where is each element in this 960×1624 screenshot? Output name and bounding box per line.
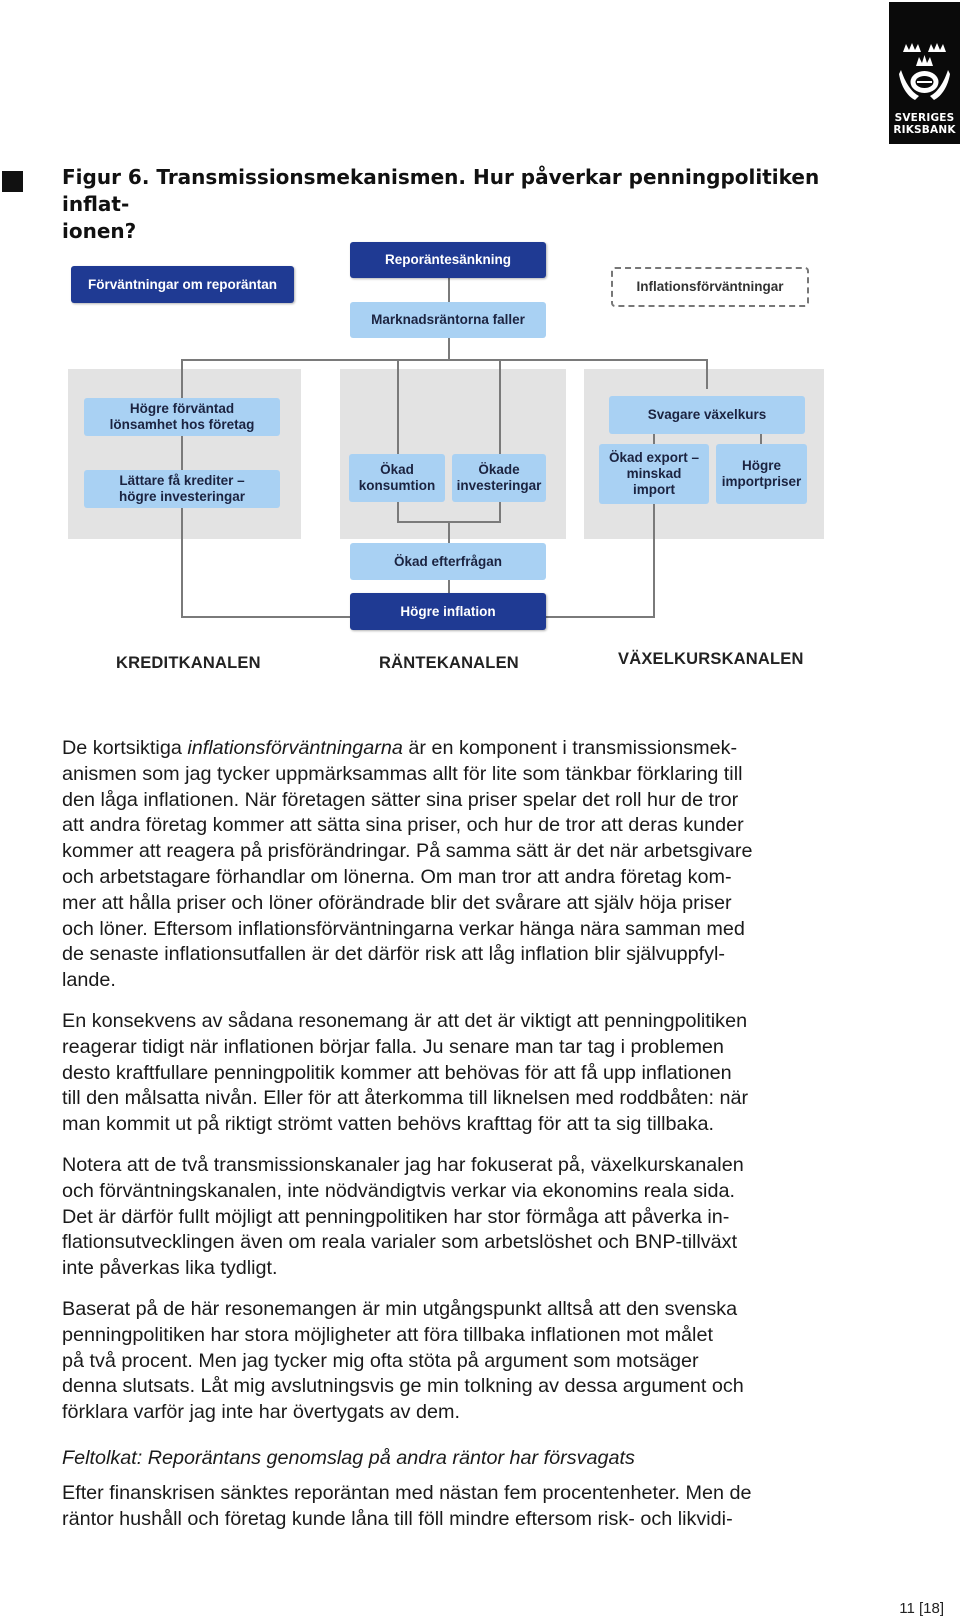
box-okade-investeringar: Ökade investeringar <box>452 454 546 502</box>
box-hogre-importpriser: Högre importpriser <box>716 444 807 504</box>
box-hogre-inflation: Högre inflation <box>350 593 546 630</box>
box-reporantesankning: Reporäntesänkning <box>350 242 546 278</box>
paragraph-4: Baserat på de här resonemangen är min utgångspunkt alltså att den svenska penningpolitiken har stora möjligheter att föra tillbaka inflationen mot målet på två procent. Men jag tycker mig ofta stöta på argument som motsäger denna slutsats. Låt mig avslutningsvis ge min tolkning av dessa argument och förklara varför jag inte har övertygats av dem. <box>62 1298 744 1424</box>
paragraph-5: Efter finanskrisen sänktes reporäntan med nästan fem procentenheter. Men de räntor hushåll och företag kunde låna till föll mindre eftersom risk- och likvidi- <box>62 1482 752 1530</box>
connector-line <box>499 502 501 522</box>
connector-line <box>653 502 655 618</box>
paragraph-2: En konsekvens av sådana resonemang är att det är viktigt att penningpolitiken reagerar tidigt när inflationen börjar falla. Ju senare man tar tag i problemen desto kraftfullare penningpolitik kommer att behövas för att få upp inflationen till den målsatta nivån. Eller för att återkomma till liknelsen med roddbåten: när man kommit ut på riktigt strömt vatten behövs krafttag för att ta sig tillbaka. <box>62 1010 749 1136</box>
p1-text-start: De kortsiktiga <box>62 737 188 759</box>
box-okad-konsumtion: Ökad konsumtion <box>349 454 445 502</box>
panel-kreditkanalen <box>68 369 301 539</box>
logo-text-line1: SVERIGES <box>894 112 955 124</box>
connector-line <box>448 521 450 543</box>
p1-text-rest: är en komponent i transmissionsmek- anismen som jag tycker uppmärksammas allt för lite som tänkbar förklaring till den låga inflationen. När företagen sätter sina priser spelar det roll hur de tror att andra företag kommer att sätta sina priser, och hur de tror att deras kunder kommer att reagera på prisförändringar. På samma sätt är det när arbetsgivare och arbetstagare förhandlar om lönerna. Om man tror att andra företag kom- mer att hålla priser och löner oförändrade blir det svårare att själv höja priser och löner. Eftersom inflationsförväntningarna verkar hänga nära samman med de senaste inflationsutfallen är det därför risk att låg inflation blir självuppfyl- lande. <box>62 737 753 992</box>
channel-label-rante: RÄNTEKANALEN <box>379 654 519 672</box>
figure-title: Figur 6. Transmissionsmekanismen. Hur påverkar penningpolitiken inflat- ionen? <box>62 165 820 243</box>
box-okad-export: Ökad export – minskad import <box>599 444 709 504</box>
connector-line <box>499 359 501 455</box>
channel-label-vaxelkurs: VÄXELKURSKANALEN <box>618 650 804 668</box>
paragraph-3: Notera att de två transmissionskanaler jag har fokuserat på, växelkurskanalen och förväntningskanalen, inte nödvändigtvis verkar via ekonomins reala sida. Det är därför fullt möjligt att penningpolitiken har stor förmåga att påverka in- flationsutvecklingen även om reala varialer som arbetslöshet och BNP-tillväxt inte påverkas lika tydligt. <box>62 1154 744 1280</box>
connector-line <box>706 359 708 389</box>
box-forvantningar-om-reporantan: Förväntningar om reporäntan <box>71 266 294 303</box>
crown-emblem-icon <box>897 42 952 108</box>
transmission-diagram <box>0 220 960 690</box>
connector-line <box>448 278 450 302</box>
bullet-square <box>2 171 23 192</box>
box-okad-efterfragan: Ökad efterfrågan <box>350 543 546 580</box>
page-number: 11 [18] <box>899 1600 944 1617</box>
connector-line <box>397 359 399 455</box>
connector-line <box>448 338 450 360</box>
section-heading: Feltolkat: Reporäntans genomslag på andra räntor har försvagats <box>62 1447 635 1469</box>
box-inflationsforvantningar: Inflationsförväntningar <box>611 267 809 307</box>
channel-label-kredit: KREDITKANALEN <box>116 654 261 672</box>
connector-line <box>397 502 399 522</box>
paragraph-1 <box>62 736 842 994</box>
box-marknadsrantorna-faller: Marknadsräntorna faller <box>350 302 546 338</box>
riksbank-logo <box>889 2 960 144</box>
p1-italic-term: inflationsförväntningarna <box>187 737 403 759</box>
box-svagare-vaxelkurs: Svagare växelkurs <box>609 396 805 434</box>
connector-line <box>181 359 708 361</box>
box-lattare-fa-krediter: Lättare få krediter – högre investeringar <box>84 470 280 508</box>
logo-text-line2: RIKSBANK <box>893 124 956 136</box>
box-hogre-forvantad-lonsamhet: Högre förväntad lönsamhet hos företag <box>84 398 280 436</box>
